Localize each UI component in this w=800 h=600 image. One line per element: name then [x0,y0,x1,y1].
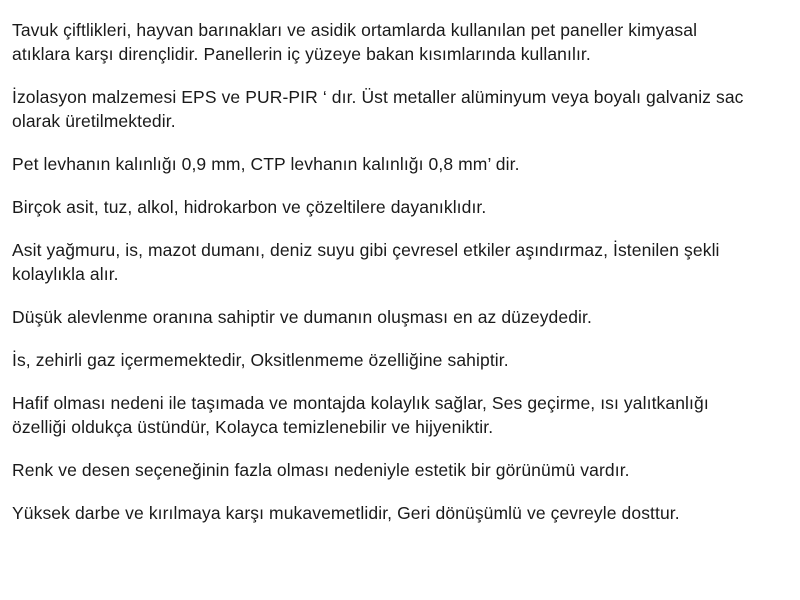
paragraph-chemical-resistance [12,195,800,219]
paragraph-environmental-effects [12,238,800,286]
paragraph-lightweight [12,391,800,439]
paragraph-line: olarak üretilmektedir. [12,111,176,131]
paragraph-line: Yüksek darbe ve kırılmaya karşı mukavemetlidir, Geri dönüşümlü ve çevreyle dosttur. [12,503,680,523]
paragraph-poultry-farms [12,18,800,66]
paragraph-line: Renk ve desen seçeneğinin fazla olması nedeniyle estetik bir görünümü vardır. [12,460,630,480]
paragraph-durability [12,501,800,525]
paragraph-line: özelliği oldukça üstündür, Kolayca temizlenebilir ve hijyeniktir. [12,417,494,437]
paragraph-line: atıklara karşı dirençlidir. Panellerin iç yüzeye bakan kısımlarında kullanılır. [12,44,591,64]
paragraph-line: Hafif olması nedeni ile taşımada ve montajda kolaylık sağlar, Ses geçirme, ısı yalıtkanlığı [12,393,709,413]
paragraph-insulation [12,85,800,133]
paragraph-line: Düşük alevlenme oranına sahiptir ve dumanın oluşması en az düzeydedir. [12,307,592,327]
paragraph-line: Birçok asit, tuz, alkol, hidrokarbon ve çözeltilere dayanıklıdır. [12,197,487,217]
paragraph-line: kolaylıkla alır. [12,264,119,284]
paragraph-line: Asit yağmuru, is, mazot dumanı, deniz suyu gibi çevresel etkiler aşındırmaz, İstenilen şekli [12,240,720,260]
paragraph-toxic-gas [12,348,800,372]
paragraph-color-options [12,458,800,482]
paragraph-thickness [12,152,800,176]
paragraph-line: Pet levhanın kalınlığı 0,9 mm, CTP levhanın kalınlığı 0,8 mm’ dir. [12,154,520,174]
paragraph-line: İs, zehirli gaz içermemektedir, Oksitlenmeme özelliğine sahiptir. [12,350,509,370]
paragraph-flammability [12,305,800,329]
paragraph-line: İzolasyon malzemesi EPS ve PUR-PIR ‘ dır. Üst metaller alüminyum veya boyalı galvaniz sac [12,87,744,107]
paragraph-line: Tavuk çiftlikleri, hayvan barınakları ve asidik ortamlarda kullanılan pet paneller kimyasal [12,20,698,40]
